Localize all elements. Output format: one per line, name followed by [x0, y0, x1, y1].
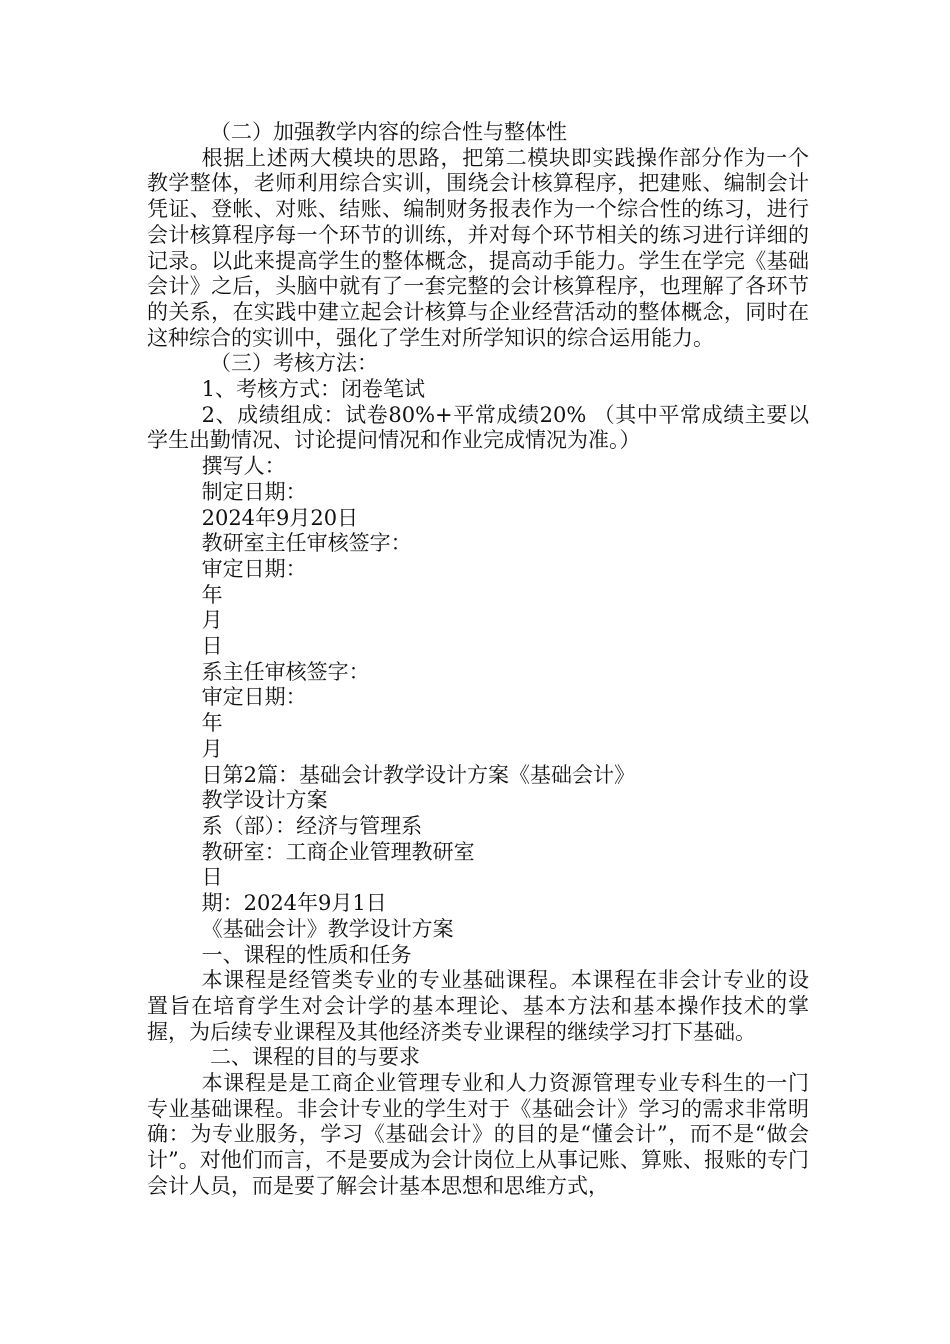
author-label: 撰写人： [201, 454, 286, 479]
review-date-label: 审定日期： [201, 685, 307, 710]
date-part: 年 [201, 582, 223, 607]
article-title-line: 日第2篇：基础会计教学设计方案《基础会计》 [201, 762, 635, 787]
department-line: 系（部）：经济与管理系 [201, 813, 423, 838]
date-part: 日 [201, 634, 223, 659]
date-value: 2024年9月20日 [201, 505, 359, 530]
date-part: 月 [201, 608, 223, 633]
office-line: 教研室：工商企业管理教研室 [201, 839, 475, 864]
date-part: 年 [201, 711, 223, 736]
signature-label: 系主任审核签字： [201, 659, 370, 684]
document-body [147, 120, 809, 1200]
body-paragraph: 1、考核方式：闭卷笔试 [201, 377, 425, 402]
article-title-line: 教学设计方案 [201, 788, 328, 813]
plan-title: 《基础会计》教学设计方案 [201, 916, 454, 941]
section-heading: 一、课程的性质和任务 [201, 942, 412, 967]
review-date-label: 审定日期： [201, 556, 307, 581]
body-paragraph: 本课程是经管类专业的专业基础课程。本课程在非会计专业的设置旨在培育学生对会计学的基本理论、基本方法和基本操作技术的掌握，为后续专业课程及其他经济类专业课程的继续学习打下基础。 [147, 968, 809, 1044]
signature-label: 教研室主任审核签字： [201, 531, 412, 556]
date-line: 期：2024年9月1日 [201, 891, 387, 916]
section-heading: （三）考核方法： [210, 351, 378, 376]
date-part: 日 [201, 865, 223, 890]
section-heading: （二）加强教学内容的综合性与整体性 [210, 120, 567, 144]
body-paragraph: 根据上述两大模块的思路，把第二模块即实践操作部分作为一个教学整体，老师利用综合实训，围绕会计核算程序，把建账、编制会计凭证、登帐、对账、结账、编制财务报表作为一个综合性的练习，进行会计核算程序每一个环节的训练，并对每个环节相关的练习进行详细的记录。以此来提高学生的整体概念，提高动手能力。学生在学完《基础会计》之后，头脑中就有了一套完整的会计核算程序，也理解了各环节的关系，在实践中建立起会计核算与企业经营活动的整体概念，同时在这种综合的实训中，强化了学生对所学知识的综合运用能力。 [147, 145, 809, 350]
body-paragraph: 本课程是是工商企业管理专业和人力资源管理专业专科生的一门专业基础课程。非会计专业的学生对于《基础会计》学习的需求非常明确：为专业服务，学习《基础会计》的目的是“懂会计”，而不是“做会计”。对他们而言，不是要成为会计岗位上从事记账、算账、报账的专门会计人员，而是要了解会计基本思想和思维方式， [147, 1071, 809, 1198]
section-heading: 二、课程的目的与要求 [210, 1045, 420, 1070]
body-paragraph: 2、成绩组成：试卷80%+平常成绩20% （其中平常成绩主要以学生出勤情况、讨论提问情况和作业完成情况为准。） [147, 402, 809, 453]
date-part: 月 [201, 736, 223, 761]
date-label: 制定日期： [201, 479, 307, 504]
